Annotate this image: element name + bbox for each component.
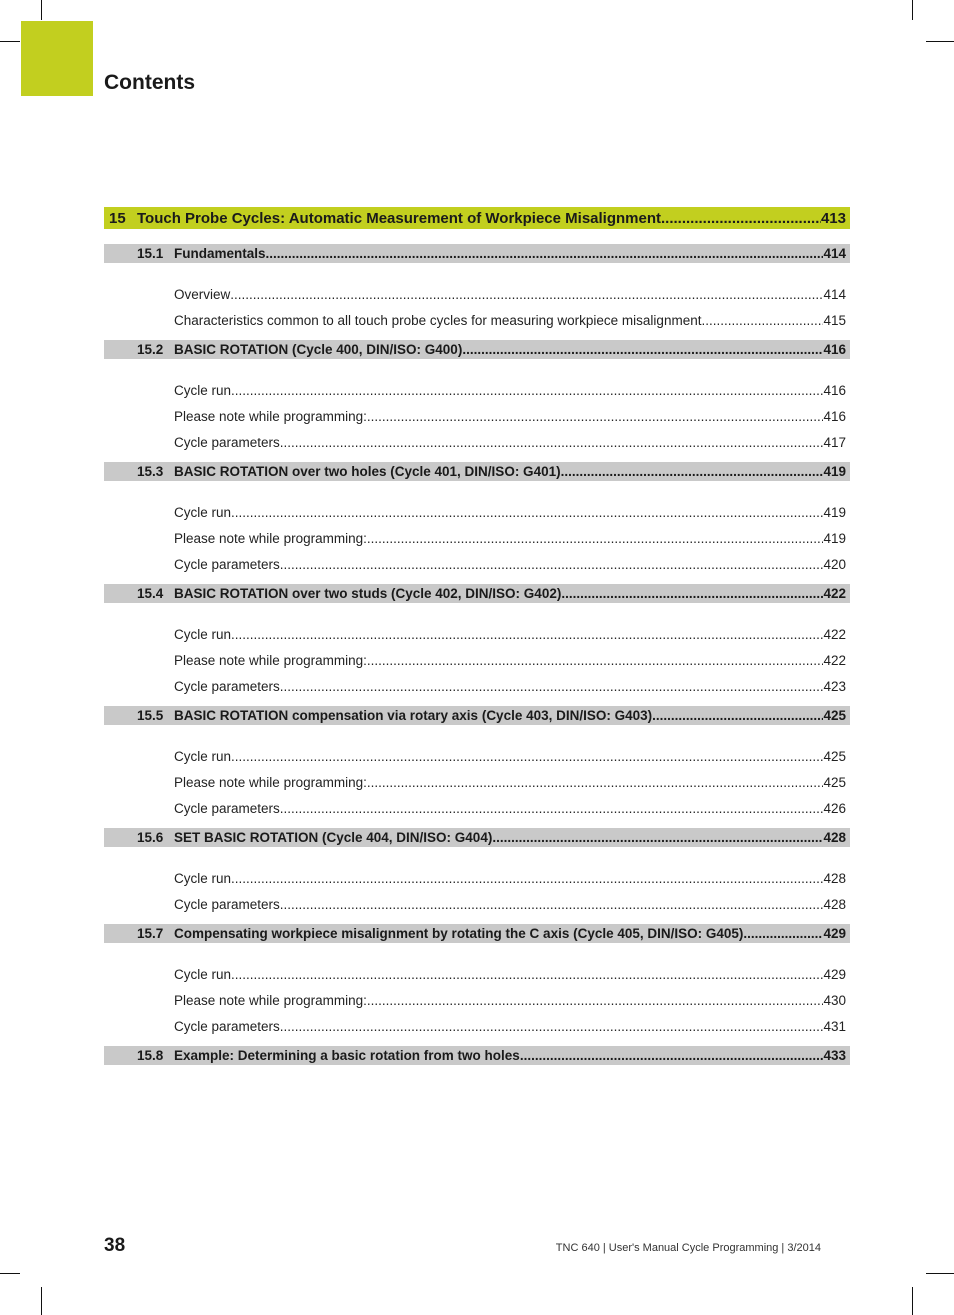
leader-dots — [231, 749, 823, 764]
toc-entry[interactable] — [174, 281, 846, 307]
section-number: 15.4 — [137, 586, 164, 601]
section-page: 433 — [823, 1048, 846, 1063]
section-title: BASIC ROTATION over two studs (Cycle 402, DIN/ISO: G402) — [174, 586, 562, 601]
section-number: 15.1 — [137, 246, 164, 261]
toc-entry[interactable] — [174, 891, 846, 917]
leader-dots — [520, 1048, 824, 1063]
entry-page: 417 — [823, 434, 846, 450]
chapter-heading[interactable] — [104, 207, 850, 229]
entry-page: 429 — [823, 966, 846, 982]
toc-entry[interactable] — [174, 865, 846, 891]
entry-label: Cycle run — [174, 504, 232, 520]
section-number: 15.8 — [137, 1048, 164, 1063]
crop-mark — [926, 41, 954, 42]
toc-entry[interactable] — [174, 795, 846, 821]
leader-dots — [743, 926, 823, 941]
section-entries — [104, 725, 850, 828]
section-entries — [104, 263, 850, 340]
leader-dots — [266, 246, 824, 261]
leader-dots — [701, 313, 823, 328]
entry-label: Please note while programming: — [174, 408, 367, 424]
leader-dots — [367, 653, 824, 668]
accent-block — [21, 21, 93, 96]
leader-dots — [367, 993, 824, 1008]
section-number: 15.5 — [137, 708, 164, 723]
crop-mark — [0, 41, 20, 42]
leader-dots — [231, 627, 823, 642]
leader-dots — [492, 830, 823, 845]
leader-dots — [367, 775, 824, 790]
section-title: BASIC ROTATION compensation via rotary axis (Cycle 403, DIN/ISO: G403) — [174, 708, 653, 723]
leader-dots — [462, 342, 823, 357]
entry-page: 416 — [823, 382, 846, 398]
entry-label: Cycle parameters — [174, 1018, 280, 1034]
section-number: 15.3 — [137, 464, 164, 479]
leader-dots — [561, 586, 823, 601]
section-title: Fundamentals — [174, 246, 266, 261]
entry-page: 425 — [823, 774, 846, 790]
section-title: Example: Determining a basic rotation from two holes — [174, 1048, 520, 1063]
crop-mark — [41, 0, 42, 20]
entry-page: 430 — [823, 992, 846, 1008]
entry-label: Cycle run — [174, 870, 232, 886]
toc-entry[interactable] — [174, 307, 846, 333]
leader-dots — [367, 531, 824, 546]
section-title: Compensating workpiece misalignment by rotating the C axis (Cycle 405, DIN/ISO: G405) — [174, 926, 744, 941]
leader-dots — [367, 409, 824, 424]
entry-page: 414 — [823, 286, 846, 302]
toc-entry[interactable] — [174, 987, 846, 1013]
entry-page: 415 — [823, 312, 846, 328]
section-page: 419 — [823, 464, 846, 479]
section-entries — [104, 359, 850, 462]
leader-dots — [231, 505, 823, 520]
section-heading[interactable] — [104, 706, 850, 725]
entry-label: Cycle parameters — [174, 800, 280, 816]
toc-entry[interactable] — [174, 673, 846, 699]
section-title: BASIC ROTATION (Cycle 400, DIN/ISO: G400) — [174, 342, 463, 357]
chapter-number: 15 — [109, 209, 126, 227]
section-page: 414 — [823, 246, 846, 261]
toc-entry[interactable] — [174, 621, 846, 647]
entry-label: Cycle parameters — [174, 896, 280, 912]
entry-label: Cycle parameters — [174, 434, 280, 450]
leader-dots — [280, 435, 824, 450]
section-heading[interactable] — [104, 828, 850, 847]
section-page: 422 — [823, 586, 846, 601]
entry-page: 422 — [823, 626, 846, 642]
leader-dots — [280, 1019, 824, 1034]
toc-entry[interactable] — [174, 1013, 846, 1039]
toc-entry[interactable] — [174, 403, 846, 429]
entry-page: 425 — [823, 748, 846, 764]
table-of-contents — [104, 207, 850, 1065]
entry-label: Cycle run — [174, 382, 232, 398]
footer-text: TNC 640 | User's Manual Cycle Programming | 3/2014 — [555, 1242, 821, 1254]
chapter-page: 413 — [820, 209, 846, 227]
entry-page: 419 — [823, 530, 846, 546]
crop-mark — [41, 1287, 42, 1315]
leader-dots — [231, 967, 823, 982]
entry-label: Cycle parameters — [174, 678, 280, 694]
toc-entry[interactable] — [174, 499, 846, 525]
section-page: 425 — [823, 708, 846, 723]
section-number: 15.7 — [137, 926, 164, 941]
entry-page: 422 — [823, 652, 846, 668]
toc-entry[interactable] — [174, 769, 846, 795]
crop-mark — [912, 1287, 913, 1315]
section-entries — [104, 603, 850, 706]
crop-mark — [926, 1273, 954, 1274]
entry-page: 428 — [823, 896, 846, 912]
entry-page: 428 — [823, 870, 846, 886]
entry-label: Cycle run — [174, 748, 232, 764]
entry-page: 426 — [823, 800, 846, 816]
section-heading[interactable] — [104, 584, 850, 603]
section-entries — [104, 481, 850, 584]
toc-entry[interactable] — [174, 961, 846, 987]
crop-mark — [912, 0, 913, 20]
entry-page: 431 — [823, 1018, 846, 1034]
entry-label: Overview — [174, 286, 231, 302]
toc-entry[interactable] — [174, 429, 846, 455]
section-page: 428 — [823, 830, 846, 845]
entry-label: Please note while programming: — [174, 652, 367, 668]
page-number: 38 — [104, 1235, 126, 1256]
toc-entry[interactable] — [174, 743, 846, 769]
section-title: SET BASIC ROTATION (Cycle 404, DIN/ISO: G404) — [174, 830, 493, 845]
leader-dots — [231, 383, 823, 398]
leader-dots — [561, 464, 824, 479]
leader-dots — [280, 897, 824, 912]
chapter-title: Touch Probe Cycles: Automatic Measurement of Workpiece Misalignment — [137, 209, 661, 227]
section-entries — [104, 943, 850, 1046]
section-page: 429 — [823, 926, 846, 941]
entry-page: 423 — [823, 678, 846, 694]
section-number: 15.2 — [137, 342, 164, 357]
entry-label: Cycle run — [174, 626, 232, 642]
crop-mark — [0, 1273, 20, 1274]
section-heading[interactable] — [104, 924, 850, 943]
entry-page: 419 — [823, 504, 846, 520]
entry-page: 416 — [823, 408, 846, 424]
toc-entry[interactable] — [174, 551, 846, 577]
entry-label: Please note while programming: — [174, 530, 367, 546]
leader-dots — [661, 210, 821, 227]
page-title: Contents — [104, 71, 195, 94]
entry-label: Please note while programming: — [174, 992, 367, 1008]
leader-dots — [231, 871, 823, 886]
section-heading[interactable] — [104, 1046, 850, 1065]
entry-label: Please note while programming: — [174, 774, 367, 790]
toc-entry[interactable] — [174, 525, 846, 551]
toc-entry[interactable] — [174, 377, 846, 403]
leader-dots — [280, 801, 824, 816]
section-heading[interactable] — [104, 244, 850, 263]
leader-dots — [652, 708, 823, 723]
toc-entry[interactable] — [174, 647, 846, 673]
section-heading[interactable] — [104, 462, 850, 481]
leader-dots — [280, 679, 824, 694]
entry-label: Characteristics common to all touch probe cycles for measuring workpiece misalignment — [174, 312, 702, 328]
section-number: 15.6 — [137, 830, 164, 845]
section-heading[interactable] — [104, 340, 850, 359]
leader-dots — [280, 557, 824, 572]
leader-dots — [230, 287, 823, 302]
section-title: BASIC ROTATION over two holes (Cycle 401, DIN/ISO: G401) — [174, 464, 561, 479]
entry-page: 420 — [823, 556, 846, 572]
entry-label: Cycle run — [174, 966, 232, 982]
entry-label: Cycle parameters — [174, 556, 280, 572]
section-entries — [104, 847, 850, 924]
section-page: 416 — [823, 342, 846, 357]
